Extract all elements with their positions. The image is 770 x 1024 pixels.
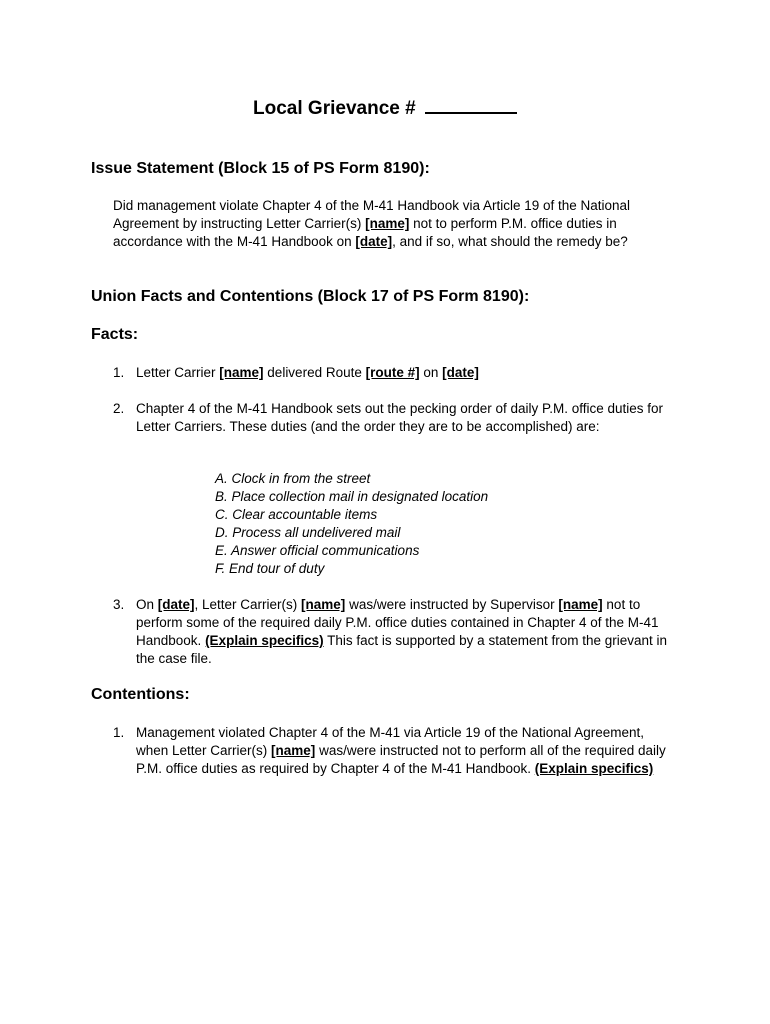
list-item: B. Place collection mail in designated location: [215, 489, 489, 504]
fact-text-part: not to perform some of the required daily P.M. office duties contained in Chapter 4 of the M-41 Handbook.: [136, 597, 659, 648]
facts-item-1-text: [136, 364, 668, 382]
fact-text-part: On: [136, 597, 158, 612]
date-placeholder: [date]: [442, 365, 479, 380]
pm-duties-list: [215, 470, 635, 578]
list-item: E. Answer official communications: [215, 543, 420, 558]
list-number: 3.: [113, 597, 125, 612]
facts-item-2-text: Chapter 4 of the M-41 Handbook sets out the pecking order of daily P.M. office duties for Letter Carriers. These duties (and the order they are to be accomplished) are:: [136, 401, 664, 434]
title-text: Local Grievance #: [253, 98, 421, 119]
facts-item-3-text: [136, 596, 668, 668]
name-placeholder: [name]: [301, 597, 346, 612]
contentions-heading: Contentions:: [91, 686, 190, 703]
facts-heading: Facts:: [91, 326, 139, 343]
name-placeholder: [name]: [271, 743, 316, 758]
name-placeholder: [name]: [365, 216, 410, 231]
issue-statement-text: [113, 197, 673, 251]
issue-text-part: Did management violate Chapter 4 of the M-41 Handbook via Article 19 of the National Agreement by instructing Letter Carrier(s): [113, 198, 631, 231]
list-number: 1.: [113, 365, 125, 380]
explain-specifics-placeholder: (Explain specifics): [205, 633, 324, 648]
contentions-item-1-text: [136, 724, 668, 778]
list-number: 2.: [113, 401, 125, 416]
name-placeholder: [name]: [219, 365, 264, 380]
list-item: A. Clock in from the street: [215, 471, 371, 486]
fact-text-part: This fact is supported by a statement from the grievant in the case file.: [136, 633, 668, 666]
contention-text-part: was/were instructed not to perform all of the required daily P.M. office duties as required by Chapter 4 of the M-41 Handbook.: [136, 743, 666, 776]
route-placeholder: [route #]: [365, 365, 420, 380]
issue-text-part: not to perform P.M. office duties in accordance with the M-41 Handbook on: [113, 216, 617, 249]
date-placeholder: [date]: [355, 234, 393, 249]
list-item: F. End tour of duty: [215, 561, 325, 576]
fact-text-part: delivered Route: [263, 365, 366, 380]
explain-specifics-placeholder: (Explain specifics): [534, 761, 654, 776]
list-item: C. Clear accountable items: [215, 507, 378, 522]
fact-text-part: was/were instructed by Supervisor: [345, 597, 559, 612]
fact-text-part: , Letter Carrier(s): [194, 597, 302, 612]
fact-text-part: on: [419, 365, 443, 380]
contention-text-part: Management violated Chapter 4 of the M-41 via Article 19 of the National Agreement, when Letter Carrier(s): [136, 725, 645, 758]
date-placeholder: [date]: [157, 597, 195, 612]
issue-text-part: , and if so, what should the remedy be?: [392, 234, 628, 249]
supervisor-name-placeholder: [name]: [558, 597, 603, 612]
union-facts-heading: Union Facts and Contentions (Block 17 of PS Form 8190):: [91, 288, 530, 305]
issue-statement-heading: Issue Statement (Block 15 of PS Form 8190):: [91, 160, 430, 177]
list-number: 1.: [113, 725, 125, 740]
list-item: D. Process all undelivered mail: [215, 525, 401, 540]
fact-text-part: Letter Carrier: [136, 365, 220, 380]
document-title: [0, 94, 770, 120]
grievance-number-blank: [425, 94, 517, 114]
